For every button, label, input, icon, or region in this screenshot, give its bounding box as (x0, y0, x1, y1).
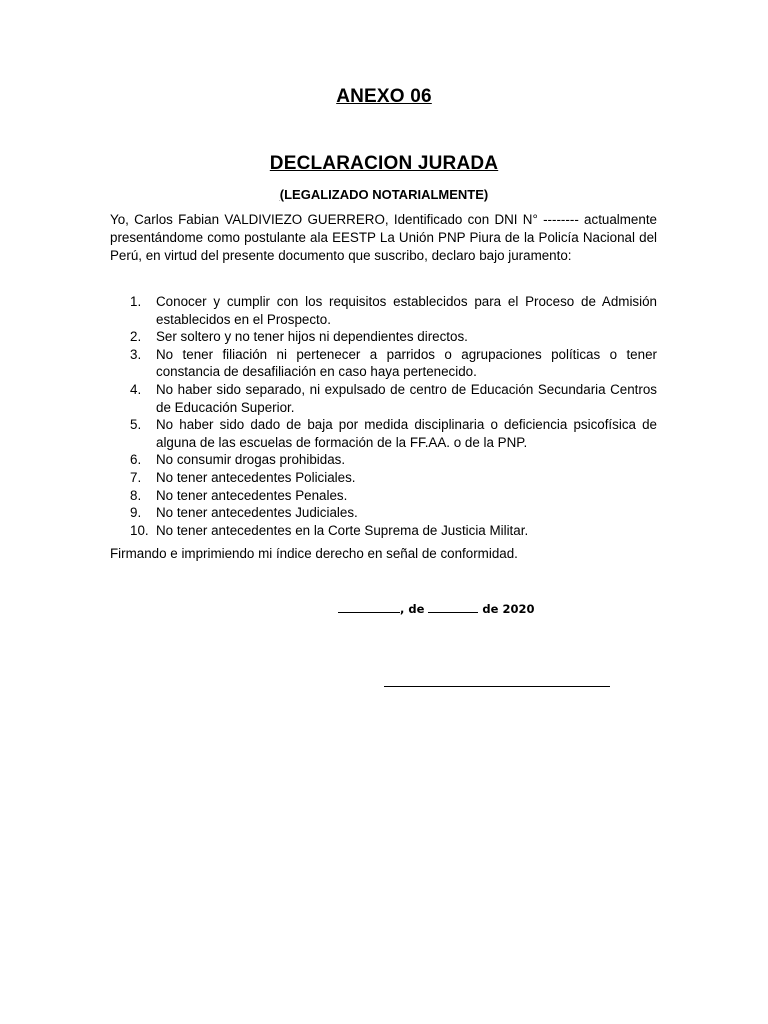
list-item-text: No tener antecedentes Policiales. (156, 469, 356, 485)
list-item-number: 2. (130, 329, 142, 345)
list-item (110, 522, 657, 540)
list-item-text: No tener antecedentes en la Corte Suprema de Justicia Militar. (156, 522, 529, 538)
list-item (110, 346, 657, 381)
signature-line (384, 686, 610, 687)
subtitle (0, 187, 768, 202)
list-item-text: No tener antecedentes Penales. (156, 487, 348, 503)
list-item-number: 9. (130, 505, 142, 521)
intro-paragraph: Yo, Carlos Fabian VALDIVIEZO GUERRERO, Identificado con DNI N° -------- actualmente presentándome como postulante ala EESTP La Unión PNP Piura de la Policía Nacional del Perú, en virtud del presente documento que suscribo, declaro bajo juramento: (110, 212, 657, 264)
list-item-text: No haber sido separado, ni expulsado de centro de Educación Secundaria Centros de Educación Superior. (156, 381, 657, 415)
date-year-text: de 2020 (478, 602, 535, 616)
list-item-text: No tener antecedentes Judiciales. (156, 505, 358, 521)
date-month-blank (428, 601, 478, 613)
list-item-number: 7. (130, 469, 142, 485)
list-item (110, 328, 657, 346)
annex-title: ANEXO 06 (336, 86, 432, 107)
date-day-blank (338, 601, 400, 613)
list-item (110, 487, 657, 505)
list-item-number: 3. (130, 346, 142, 362)
list-item-number: 6. (130, 452, 142, 468)
list-item-text: Conocer y cumplir con los requisitos establecidos para el Proceso de Admisión establecidos en el Prospecto. (156, 294, 657, 327)
requirements-list (110, 293, 657, 539)
list-item-number: 8. (130, 487, 142, 503)
list-item-text: Ser soltero y no tener hijos ni dependientes directos. (156, 329, 468, 345)
list-item (110, 416, 657, 451)
list-item-number: 5. (130, 417, 142, 433)
subtitle-text: LEGALIZADO NOTARIALMENTE) (284, 187, 489, 202)
subtitle-open-paren: ( (279, 187, 285, 202)
list-item (110, 293, 657, 328)
list-item (110, 504, 657, 522)
date-line (338, 601, 534, 616)
date-comma-de: , de (400, 602, 429, 616)
list-item (110, 469, 657, 487)
list-item (110, 381, 657, 416)
list-item-text: No tener filiación ni pertenecer a parridos o agrupaciones políticas o tener constancia de desafiliación en caso haya pertenecido. (156, 346, 657, 380)
list-item (110, 451, 657, 469)
list-item-number: 1. (130, 294, 142, 309)
closing-statement: Firmando e imprimiendo mi índice derecho en señal de conformidad. (110, 546, 518, 561)
list-item-text: No consumir drogas prohibidas. (156, 452, 346, 468)
list-item-text: No haber sido dado de baja por medida disciplinaria o deficiencia psicofísica de alguna de las escuelas de formación de la FF.AA. o de la PNP. (156, 417, 657, 450)
list-item-number: 4. (130, 381, 142, 397)
list-item-number: 10. (130, 522, 149, 538)
declaration-title: DECLARACION JURADA (269, 153, 499, 174)
